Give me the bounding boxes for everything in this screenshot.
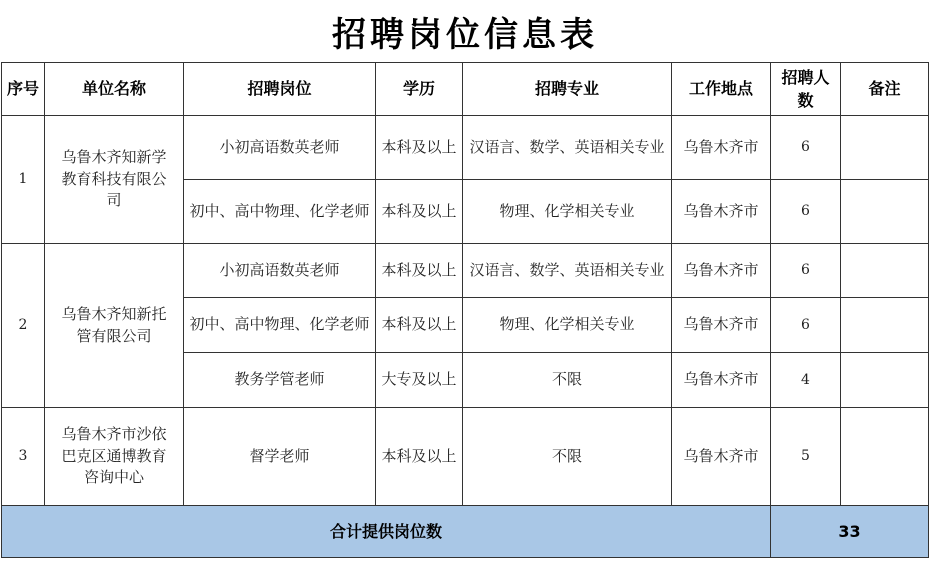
major-cell: 不限 <box>463 408 672 506</box>
location-cell: 乌鲁木齐市 <box>672 408 771 506</box>
location-cell: 乌鲁木齐市 <box>672 180 771 244</box>
count-cell: 6 <box>771 116 841 180</box>
table-row <box>2 244 929 298</box>
unit-cell: 乌鲁木齐市沙依巴克区通博教育咨询中心 <box>45 408 184 506</box>
position-cell: 小初高语数英老师 <box>184 244 376 298</box>
header-seq: 序号 <box>2 63 45 116</box>
major-cell: 物理、化学相关专业 <box>463 180 672 244</box>
major-cell: 不限 <box>463 353 672 408</box>
position-cell: 初中、高中物理、化学老师 <box>184 298 376 353</box>
remark-cell <box>841 408 929 506</box>
remark-cell <box>841 116 929 180</box>
count-cell: 4 <box>771 353 841 408</box>
footer-row <box>2 506 929 558</box>
position-cell: 教务学管老师 <box>184 353 376 408</box>
major-cell: 物理、化学相关专业 <box>463 298 672 353</box>
seq-cell: 3 <box>2 408 45 506</box>
position-cell: 小初高语数英老师 <box>184 116 376 180</box>
seq-cell: 1 <box>2 116 45 244</box>
count-cell: 6 <box>771 298 841 353</box>
header-remark: 备注 <box>841 63 929 116</box>
remark-cell <box>841 244 929 298</box>
page-title: 招聘岗位信息表 <box>332 14 598 55</box>
location-cell: 乌鲁木齐市 <box>672 353 771 408</box>
count-cell: 6 <box>771 180 841 244</box>
header-row <box>2 63 929 116</box>
remark-cell <box>841 353 929 408</box>
position-cell: 督学老师 <box>184 408 376 506</box>
header-education: 学历 <box>376 63 463 116</box>
header-major: 招聘专业 <box>463 63 672 116</box>
major-cell: 汉语言、数学、英语相关专业 <box>463 244 672 298</box>
unit-cell: 乌鲁木齐知新托管有限公司 <box>45 244 184 408</box>
education-cell: 本科及以上 <box>376 180 463 244</box>
header-count: 招聘人数 <box>771 63 841 116</box>
table-row <box>2 408 929 506</box>
education-cell: 本科及以上 <box>376 298 463 353</box>
remark-cell <box>841 180 929 244</box>
major-cell: 汉语言、数学、英语相关专业 <box>463 116 672 180</box>
education-cell: 本科及以上 <box>376 116 463 180</box>
location-cell: 乌鲁木齐市 <box>672 244 771 298</box>
total-label: 合计提供岗位数 <box>2 506 771 558</box>
location-cell: 乌鲁木齐市 <box>672 298 771 353</box>
table-row <box>2 116 929 180</box>
recruitment-table <box>1 62 929 558</box>
total-value: 33 <box>771 506 929 558</box>
position-cell: 初中、高中物理、化学老师 <box>184 180 376 244</box>
header-unit: 单位名称 <box>45 63 184 116</box>
location-cell: 乌鲁木齐市 <box>672 116 771 180</box>
education-cell: 本科及以上 <box>376 244 463 298</box>
remark-cell <box>841 298 929 353</box>
education-cell: 大专及以上 <box>376 353 463 408</box>
header-location: 工作地点 <box>672 63 771 116</box>
header-position: 招聘岗位 <box>184 63 376 116</box>
unit-cell: 乌鲁木齐知新学教育科技有限公司 <box>45 116 184 244</box>
count-cell: 5 <box>771 408 841 506</box>
education-cell: 本科及以上 <box>376 408 463 506</box>
count-cell: 6 <box>771 244 841 298</box>
seq-cell: 2 <box>2 244 45 408</box>
